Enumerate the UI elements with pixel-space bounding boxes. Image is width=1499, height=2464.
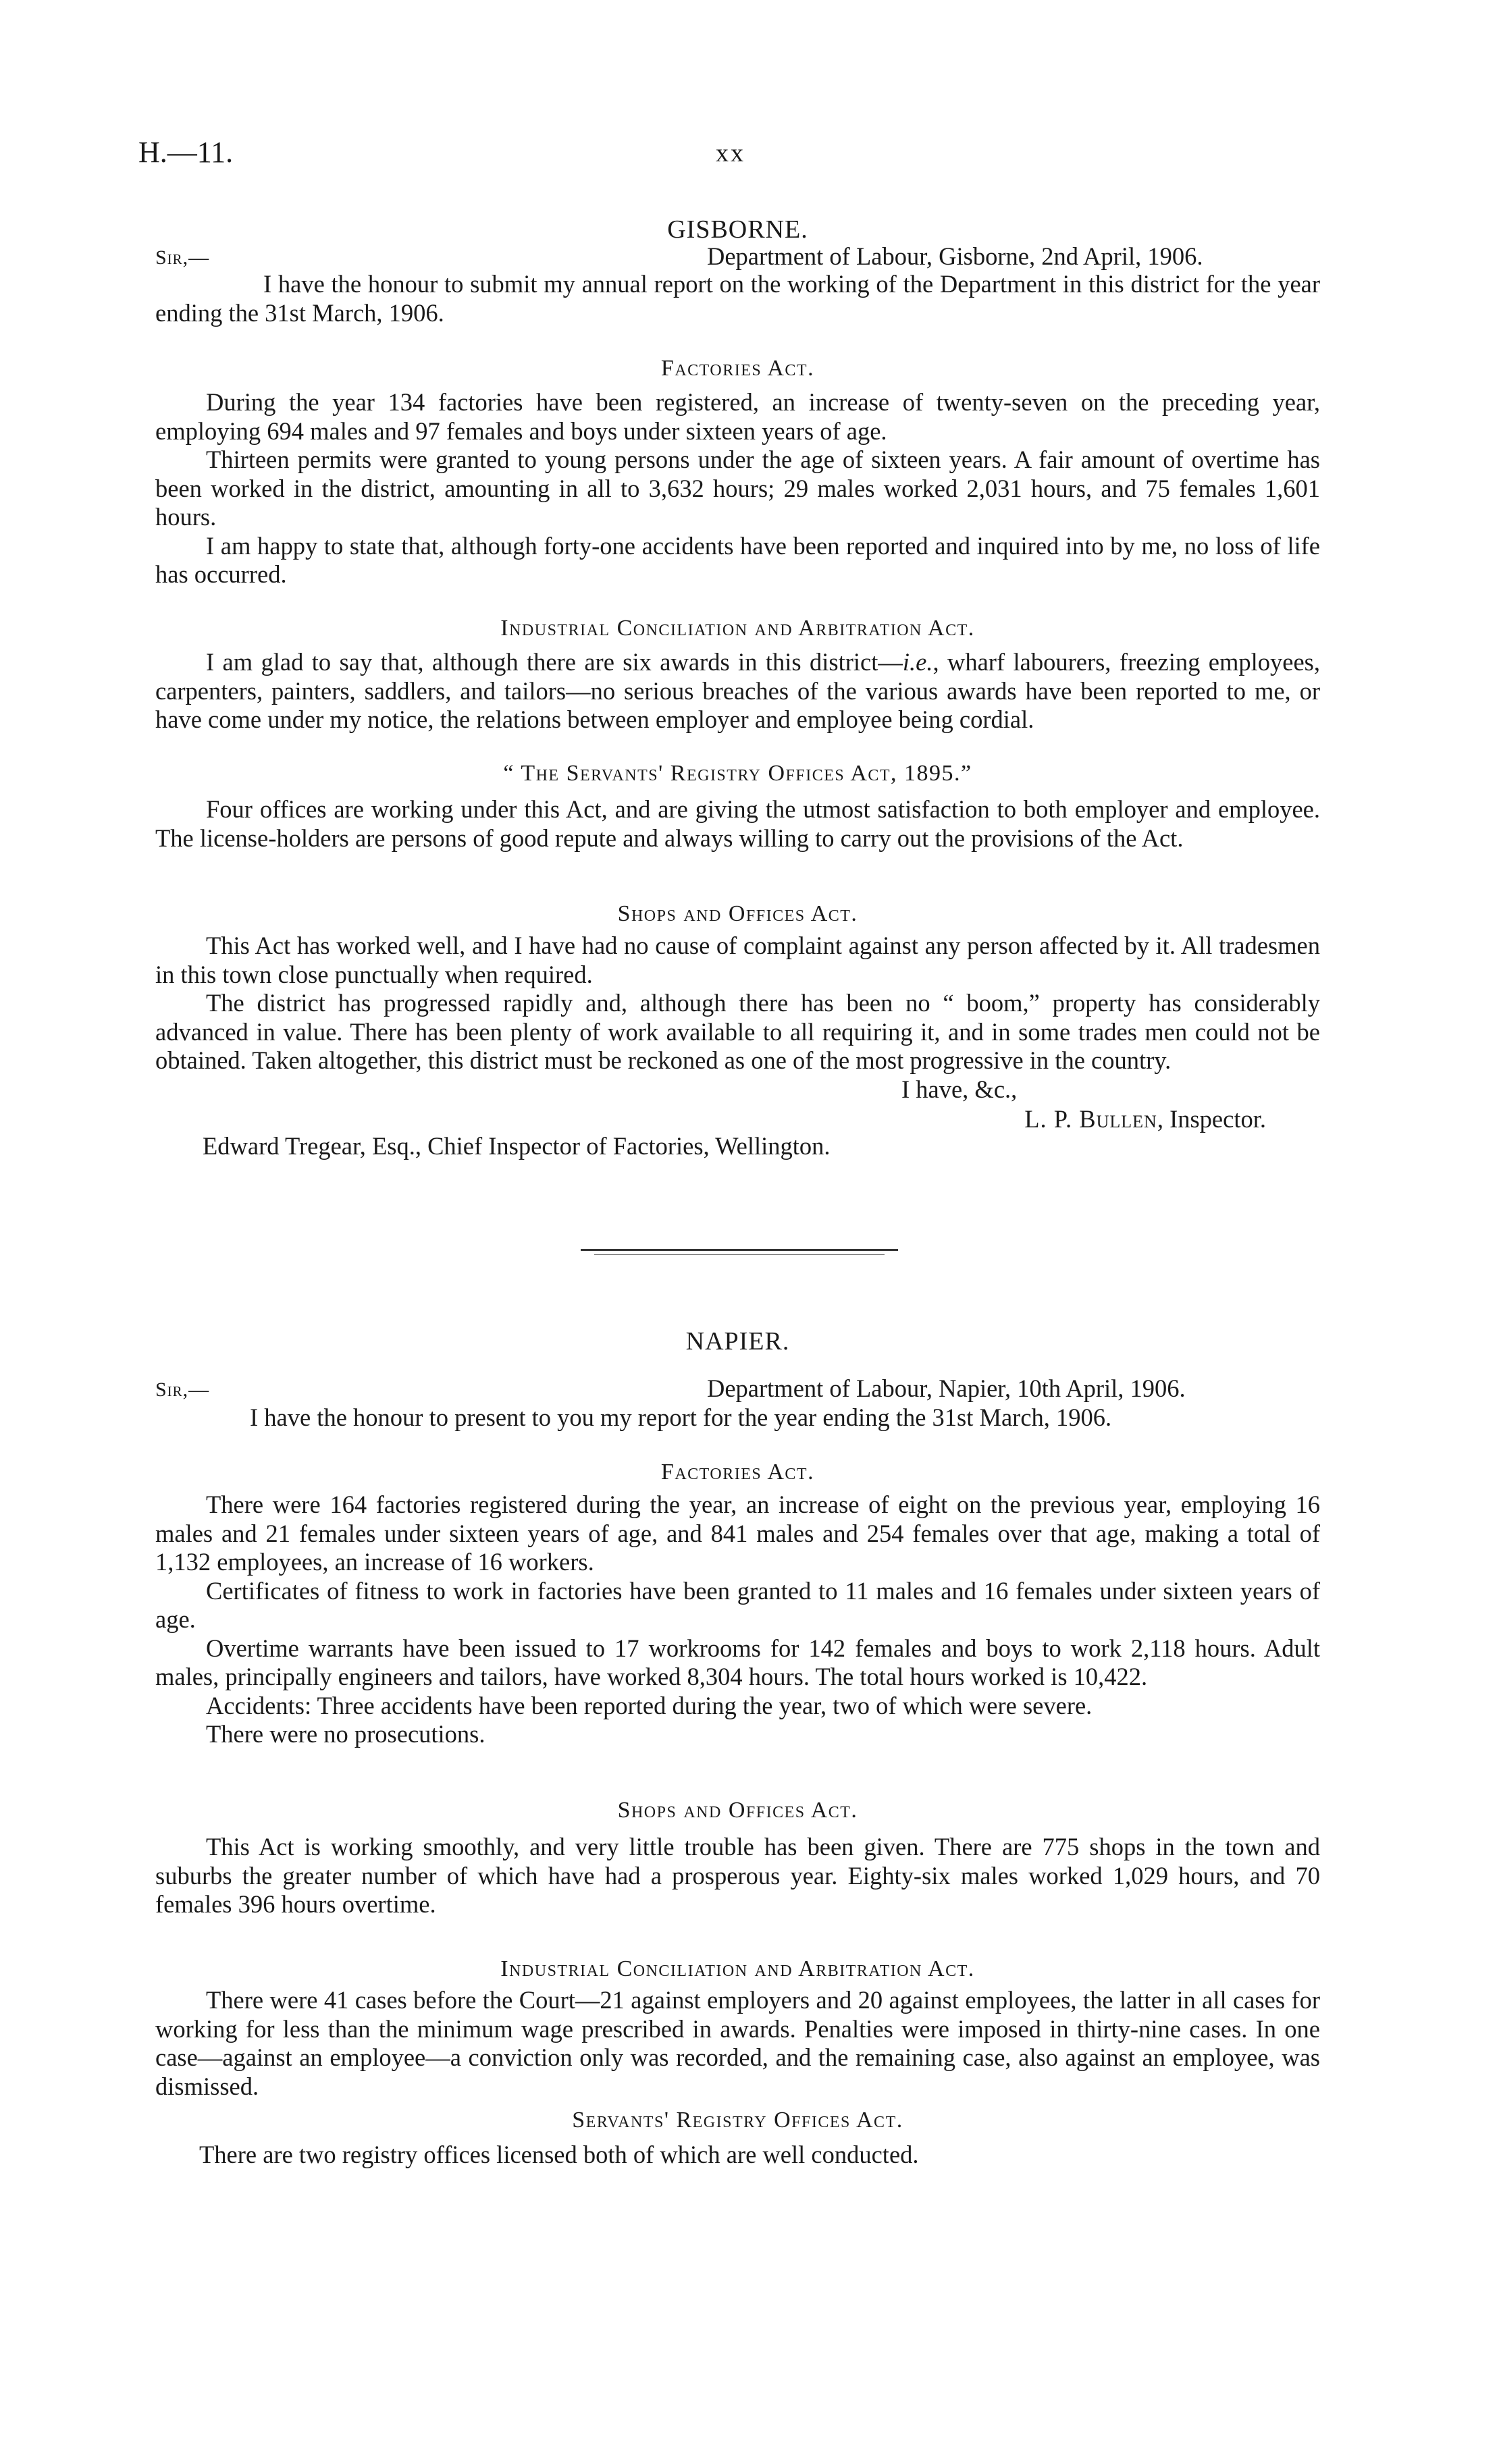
- napier-salutation: Sir,—: [155, 1378, 210, 1401]
- gisborne-ica-block: [155, 648, 1320, 734]
- gisborne-signature-title: , Inspector.: [1157, 1105, 1266, 1133]
- napier-factories-paragraph-2: Certificates of fitness to work in factories have been granted to 11 males and 16 females under sixteen years of age.: [155, 1576, 1320, 1633]
- gisborne-ica-paragraph: [155, 648, 1320, 734]
- section-divider: [581, 1249, 898, 1251]
- napier-factories-paragraph-4: Accidents: Three accidents have been reported during the year, two of which were severe.: [206, 1691, 1093, 1719]
- gisborne-factories-paragraph-1: During the year 134 factories have been registered, an increase of twenty-seven on the preceding year, employing 694 males and 97 females and boys under sixteen years of age.: [155, 388, 1320, 445]
- gisborne-shops-paragraph-2: The district has progressed rapidly and, although there has been no “ boom,” property has considerably advanced in value. There has been plenty of work available to all requiring it, and in some trades men could not be obtained. Taken altogether, this district must be reckoned as one of the most progressive in the country.: [155, 989, 1320, 1074]
- gisborne-shops-paragraph-1: This Act has worked well, and I have had no cause of complaint against any person affected by it. All tradesmen in this town close punctually when required.: [155, 932, 1320, 988]
- gisborne-factories-heading: Factories Act.: [660, 356, 815, 381]
- napier-factories-paragraph-1: There were 164 factories registered during the year, an increase of eight on the previous year, employing 16 males and 21 females under sixteen years of age, and 841 males and 254 females over that age, making a total of 1,132 employees, an increase of 16 workers.: [155, 1491, 1320, 1576]
- gisborne-intro: I have the honour to submit my annual report on the working of the Department in this district for the year ending the 31st March, 1906.: [155, 270, 1320, 327]
- gisborne-factories-paragraph-3: I am happy to state that, although forty-one accidents have been reported and inquired into by me, no loss of life has occurred.: [155, 531, 1320, 588]
- napier-ica-heading: Industrial Conciliation and Arbitration Act.: [500, 1956, 975, 1981]
- gisborne-ica-text-a: I am glad to say that, although there are six awards in this district—: [206, 648, 903, 676]
- parliamentary-paper-code: H.—11.: [138, 136, 234, 169]
- gisborne-signature: [155, 1104, 1266, 1133]
- napier-ica-paragraph: There were 41 cases before the Court—21 against employers and 20 against employees, the latter in all cases for working for less than the minimum wage prescribed in awards. Penalties were imposed in thirty-nine cases. In one case—against an employee—a conviction only was recorded, and the remaining case, also against an employee, was dismissed.: [155, 1986, 1320, 2100]
- napier-factories-heading: Factories Act.: [660, 1459, 815, 1484]
- page-number: xx: [716, 139, 745, 167]
- napier-servants-heading: Servants' Registry Offices Act.: [572, 2108, 903, 2133]
- gisborne-servants-paragraph: Four offices are working under this Act, and are giving the utmost satisfaction to both employer and employee. The license-holders are persons of good repute and always willing to carry out the provisions of the Act.: [155, 795, 1320, 852]
- napier-dateline: Department of Labour, Napier, 10th April, 1906.: [707, 1374, 1186, 1402]
- napier-shops-paragraph: This Act is working smoothly, and very little trouble has been given. There are 775 shops in the town and suburbs the greater number of which have had a prosperous year. Eighty-six males worked 1,029 hours, and 70 females 396 hours overtime.: [155, 1833, 1320, 1918]
- napier-ica-block: [155, 1986, 1320, 2101]
- gisborne-shops-heading: Shops and Offices Act.: [617, 901, 858, 926]
- gisborne-ica-text-b: , wharf labourers, freezing employees, carpenters, painters, saddlers, and tailors—no serious breaches of the various awards have been reported to me, or have come under my notice, the relations between employer and employee being cordial.: [155, 648, 1320, 733]
- gisborne-closing: I have, &c.,: [901, 1075, 1018, 1103]
- gisborne-servants-heading: “ The Servants' Registry Offices Act, 1895.”: [503, 761, 972, 786]
- gisborne-factories-paragraph-2: Thirteen permits were granted to young persons under the age of sixteen years. A fair amount of overtime has been worked in the district, amounting in all to 3,632 hours; 29 males worked 2,031 hours, and 75 females 1,601 hours.: [155, 446, 1320, 531]
- napier-title: NAPIER.: [685, 1327, 790, 1356]
- gisborne-factories-block: [155, 388, 1320, 589]
- gisborne-signature-name: L. P. Bullen: [1024, 1105, 1157, 1133]
- napier-factories-paragraph-5: There were no prosecutions.: [206, 1720, 485, 1748]
- gisborne-dateline: Department of Labour, Gisborne, 2nd April, 1906.: [707, 242, 1203, 270]
- section-divider-thin: [594, 1254, 885, 1255]
- napier-factories-block: [155, 1491, 1320, 1749]
- gisborne-ica-ie: i.e.: [902, 648, 933, 676]
- gisborne-addressee: Edward Tregear, Esq., Chief Inspector of Factories, Wellington.: [203, 1132, 831, 1160]
- gisborne-title: GISBORNE.: [667, 215, 808, 244]
- gisborne-ica-heading: Industrial Conciliation and Arbitration Act.: [500, 616, 975, 641]
- gisborne-intro-block: [155, 270, 1320, 327]
- napier-factories-paragraph-3: Overtime warrants have been issued to 17 workrooms for 142 females and boys to work 2,118 hours. Adult males, principally engineers and tailors, have worked 8,304 hours. The total hours worked is 10,422.: [155, 1634, 1320, 1690]
- napier-shops-heading: Shops and Offices Act.: [617, 1798, 858, 1823]
- gisborne-shops-block: [155, 932, 1320, 1075]
- napier-intro: I have the honour to present to you my report for the year ending the 31st March, 1906.: [250, 1403, 1112, 1431]
- gisborne-servants-block: [155, 795, 1320, 853]
- napier-shops-block: [155, 1833, 1320, 1919]
- gisborne-salutation: Sir,—: [155, 246, 210, 269]
- napier-servants-paragraph: There are two registry offices licensed both of which are well conducted.: [199, 2141, 919, 2168]
